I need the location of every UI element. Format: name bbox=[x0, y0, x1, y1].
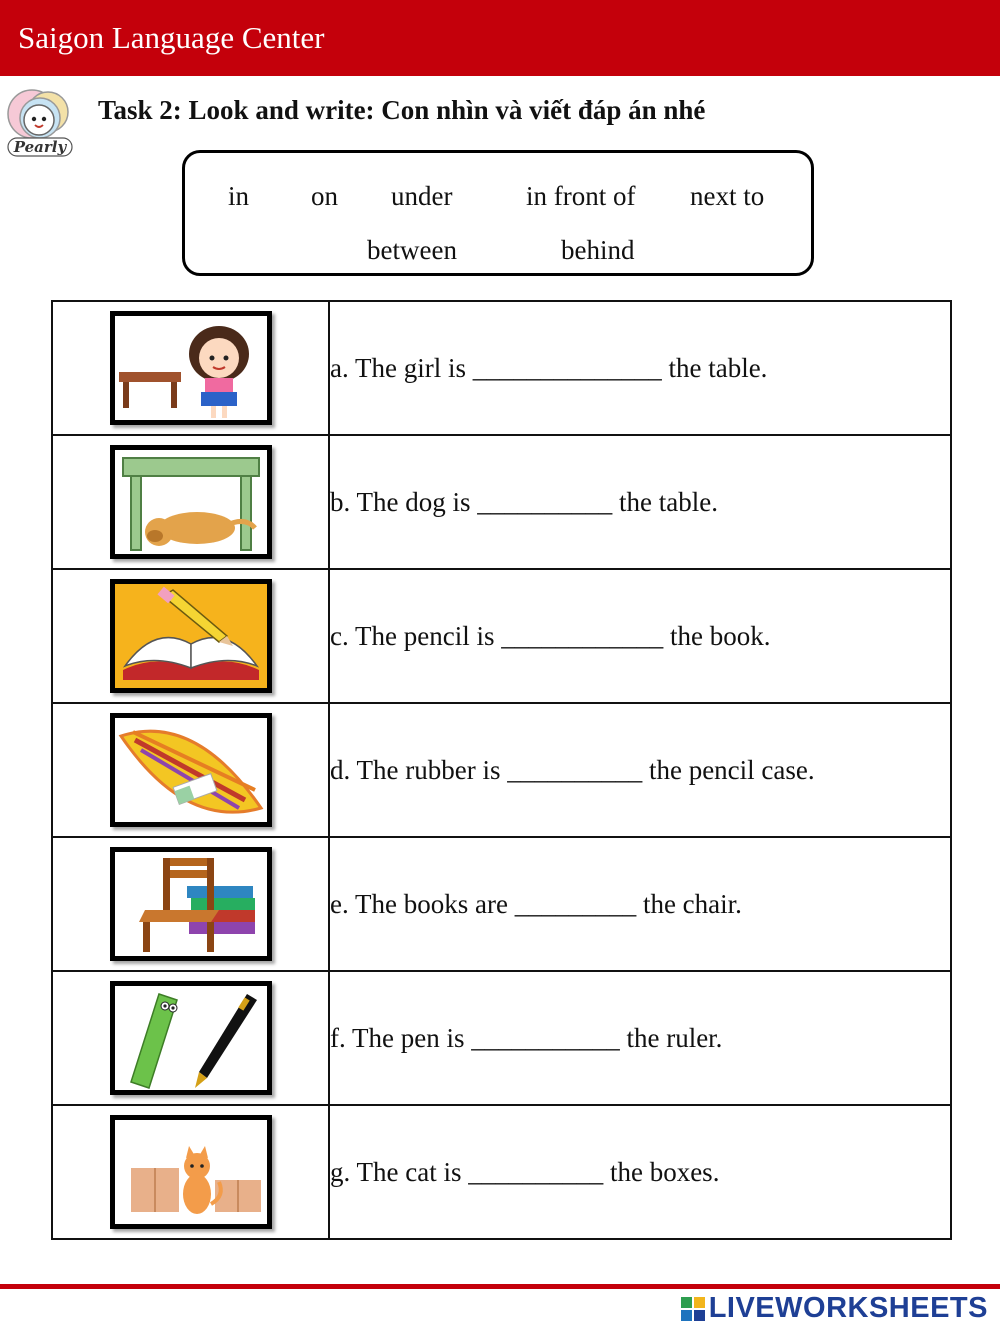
picture-cell bbox=[52, 703, 329, 837]
word-bank-item: in bbox=[228, 181, 250, 211]
pearly-mascot-icon bbox=[2, 86, 80, 160]
books-behind-chair-image bbox=[110, 847, 272, 961]
picture-cell bbox=[52, 1105, 329, 1239]
picture-cell bbox=[52, 837, 329, 971]
exercise-sentence: e. The books are _________ the chair. bbox=[329, 837, 951, 971]
word-bank-item: on bbox=[311, 181, 338, 211]
table-row bbox=[52, 435, 951, 569]
exercise-sentence: a. The girl is ______________ the table. bbox=[329, 301, 951, 435]
word-bank-item: between bbox=[367, 235, 457, 265]
exercise-sentence: b. The dog is __________ the table. bbox=[329, 435, 951, 569]
word-bank-item: in front of bbox=[526, 181, 636, 211]
exercise-sentence: c. The pencil is ____________ the book. bbox=[329, 569, 951, 703]
footer-brand[interactable] bbox=[681, 1292, 988, 1325]
table-row bbox=[52, 703, 951, 837]
dog-under-table-image bbox=[110, 445, 272, 559]
pencil-on-book-image bbox=[110, 579, 272, 693]
footer-divider bbox=[0, 1284, 1000, 1289]
table-row bbox=[52, 837, 951, 971]
picture-cell bbox=[52, 569, 329, 703]
liveworksheets-icon bbox=[681, 1297, 705, 1321]
exercise-sentence: d. The rubber is __________ the pencil case. bbox=[329, 703, 951, 837]
word-bank-item: next to bbox=[690, 181, 765, 211]
exercise-table bbox=[51, 300, 952, 1240]
table-row bbox=[52, 971, 951, 1105]
picture-cell bbox=[52, 435, 329, 569]
girl-next-to-table-image bbox=[110, 311, 272, 425]
task-title: Task 2: Look and write: Con nhìn và viết đáp án nhé bbox=[98, 95, 706, 125]
pearly-logo bbox=[2, 86, 80, 160]
exercise-sentence: g. The cat is __________ the boxes. bbox=[329, 1105, 951, 1239]
table-row bbox=[52, 1105, 951, 1239]
picture-cell bbox=[52, 971, 329, 1105]
header-title: Saigon Language Center bbox=[18, 20, 325, 55]
word-bank-item: under bbox=[391, 181, 453, 211]
svg-text:Pearly: Pearly bbox=[13, 138, 67, 156]
exercise-sentence: f. The pen is ___________ the ruler. bbox=[329, 971, 951, 1105]
pen-next-to-ruler-image bbox=[110, 981, 272, 1095]
word-bank-item: behind bbox=[561, 235, 635, 265]
word-bank bbox=[182, 150, 814, 276]
footer-brand-text: LIVEWORKSHEETS bbox=[708, 1292, 988, 1324]
table-row bbox=[52, 301, 951, 435]
rubber-in-pencil-case-image bbox=[110, 713, 272, 827]
table-row bbox=[52, 569, 951, 703]
picture-cell bbox=[52, 301, 329, 435]
page-header bbox=[0, 0, 1000, 76]
cat-between-boxes-image bbox=[110, 1115, 272, 1229]
